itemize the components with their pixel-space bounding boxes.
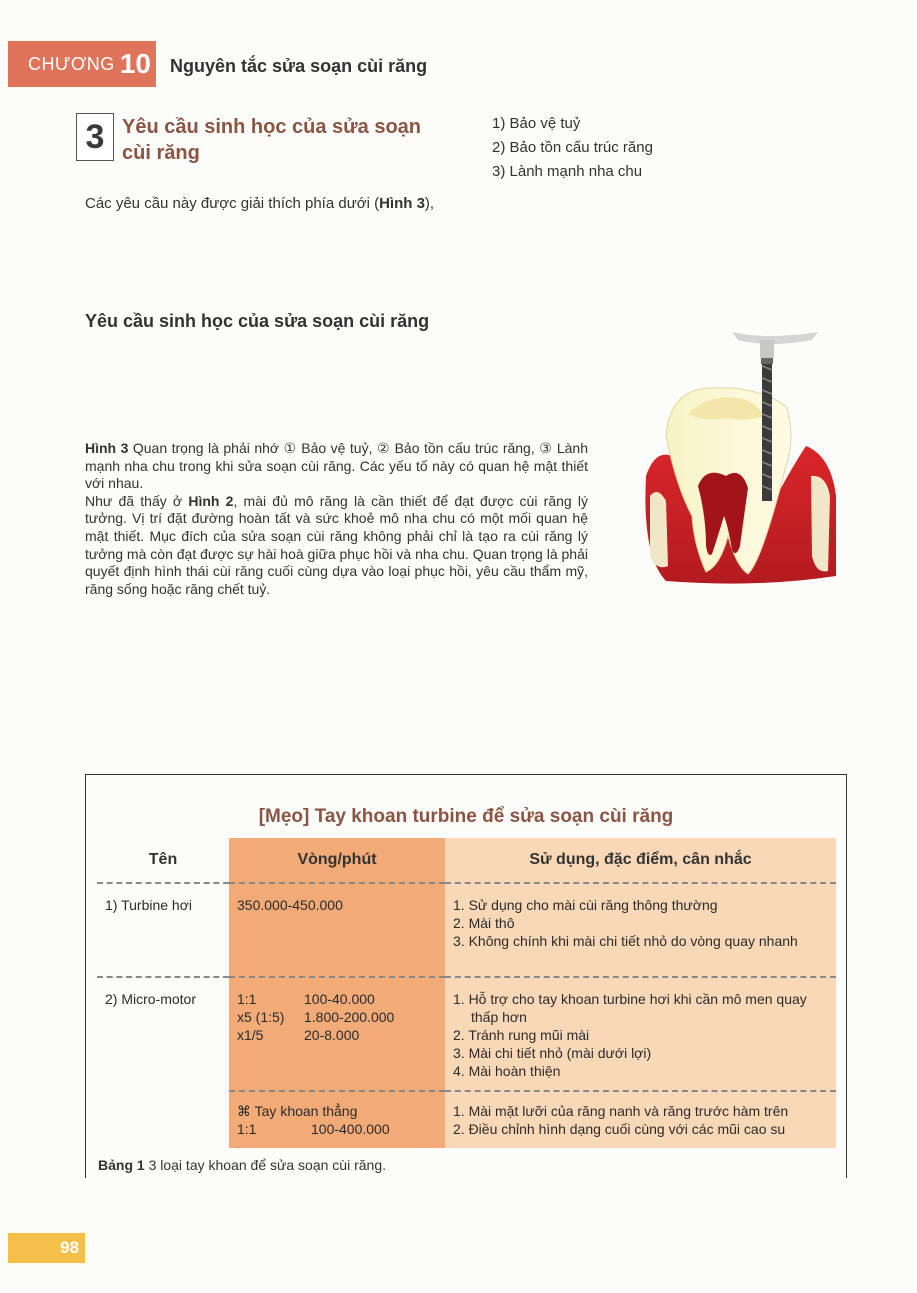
figure-label: Hình 3 [85, 440, 129, 456]
table-row [97, 1091, 836, 1148]
table-row [97, 977, 836, 1091]
handpiece-uses [445, 977, 836, 1091]
chapter-word: CHƯƠNG [28, 53, 115, 74]
straight-handpiece-label: ⌘ Tay khoan thẳng [237, 1103, 358, 1119]
page-number: 98 [8, 1233, 85, 1263]
use-item: 1. Mài mặt lưỡi của răng nanh và răng trước hàm trên [453, 1103, 789, 1119]
handpiece-name: 1) Turbine hơi [97, 883, 229, 977]
handpiece-speed [229, 1091, 445, 1148]
intro-paragraph: Các yêu cầu này được giải thích phía dưới (Hình 3), [85, 195, 435, 212]
use-item: 1. Hỗ trợ cho tay khoan turbine hơi khi cần mô men quay thấp hơn [453, 991, 807, 1025]
chapter-number: 10 [119, 48, 151, 79]
use-item: 3. Không chính khi mài chi tiết nhỏ do vòng quay nhanh [453, 933, 798, 949]
speed-entry: 1:1 100-400.000 [237, 1121, 390, 1137]
handpiece-uses [445, 883, 836, 977]
column-header: Tên [97, 838, 229, 883]
chapter-title: Nguyên tắc sửa soạn cùi răng [170, 56, 428, 76]
use-item: 2. Điều chỉnh hình dạng cuối cùng với các mũi cao su [453, 1121, 786, 1137]
handpiece-uses [445, 1091, 836, 1148]
speed-entry: x1/5 20-8.000 [237, 1027, 360, 1043]
requirements-list [492, 112, 653, 184]
figure-ref: Hình 2 [188, 492, 234, 509]
table-label: Bảng 1 [98, 1157, 145, 1173]
handpiece-speed: 350.000-450.000 [229, 883, 445, 977]
handpiece-table [97, 838, 836, 1148]
speed-entry: 1:1 100-40.000 [237, 991, 375, 1007]
use-item: 1. Sử dụng cho mài cùi răng thông thường [453, 897, 718, 913]
handpiece-speed [229, 977, 445, 1091]
figure-ref: Hình 3 [379, 195, 425, 212]
use-item: 4. Mài hoàn thiện [453, 1063, 561, 1079]
table-row [97, 883, 836, 977]
use-item: 2. Tránh rung mũi mài [453, 1027, 590, 1043]
sub-heading: Yêu cầu sinh học của sửa soạn cùi răng [85, 311, 430, 331]
column-header: Sử dụng, đặc điểm, cân nhắc [445, 838, 836, 883]
requirement-item: 3) Lành mạnh nha chu [492, 163, 643, 180]
table-title: [Mẹo] Tay khoan turbine để sửa soạn cùi răng [258, 806, 674, 827]
speed-entry: x5 (1:5) 1.800-200.000 [237, 1009, 395, 1025]
section-title: Yêu cầu sinh học của sửa soạn cùi răng [122, 116, 422, 164]
column-header: Vòng/phút [229, 838, 445, 883]
use-item: 3. Mài chi tiết nhỏ (mài dưới lợi) [453, 1045, 652, 1061]
use-item: 2. Mài thô [453, 915, 515, 931]
handpiece-name: 2) Micro-motor [105, 991, 197, 1007]
requirement-item: 1) Bảo vệ tuỷ [492, 115, 581, 132]
tooth-illustration [636, 326, 844, 606]
table-header-row [97, 838, 836, 883]
chapter-badge [8, 41, 156, 87]
figure-caption: Hình 3 Quan trọng là phải nhớ ① Bảo vệ tuỷ, ② Bảo tồn cấu trúc răng, ③ Lành mạnh nha chu trong khi sửa soạn cùi răng. Các yếu tố này có quan hệ mật thiết với nhau. Như đã thấy ở Hình 2, mài đủ mô răng là cần thiết để đạt được cùi răng lý tưởng. Vị trí đặt đường hoàn tất và sức khoẻ mô nha chu có một mối quan hệ mật thiết. Mục đích của sửa soạn cùi răng không phải chỉ là tạo ra cùi răng lý tưởng mà còn đạt được sự hài hoà giữa phục hồi và nha chu. Quan trọng là phải quyết định hình thái cùi răng cuối cùng dựa vào loại phục hồi, yêu cầu thẩm mỹ, răng sống hoặc răng chết tuỷ. [85, 440, 589, 597]
table-caption: Bảng 1 3 loại tay khoan để sửa soạn cùi răng. [98, 1157, 386, 1173]
requirement-item: 2) Bảo tồn cấu trúc răng [492, 139, 653, 156]
section-number: 3 [76, 113, 114, 161]
